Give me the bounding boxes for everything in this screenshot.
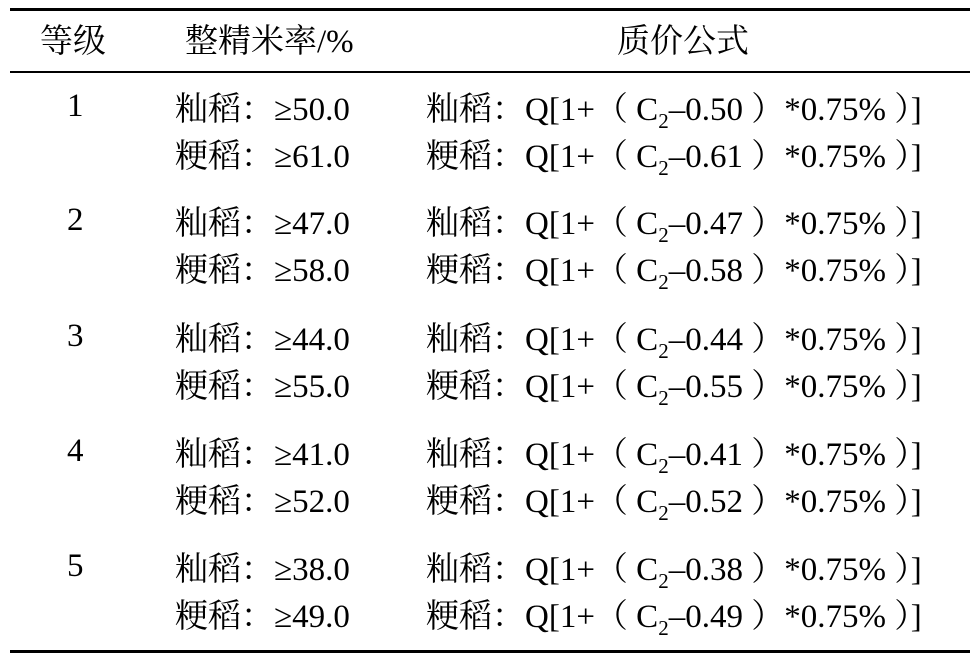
formula-text: –0.38 ）*0.75% ）] [668,552,922,588]
formula-cell [426,435,922,478]
rate-cell: 籼稻：≥38.0 [175,552,350,588]
rate-cell: 籼稻：≥50.0 [175,92,350,128]
formula-subscript: 2 [658,339,669,363]
header-rate: 整精米率/% [185,24,354,60]
formula-cell [426,320,922,363]
formula-text: –0.44 ）*0.75% ）] [668,322,922,358]
formula-text: 籼稻：Q[1+（ C [426,552,659,588]
formula-text: 粳稻：Q[1+（ C [426,253,659,289]
formula-text: 籼稻：Q[1+（ C [426,437,659,473]
header-formula: 质价公式 [617,24,749,60]
formula-text: 粳稻：Q[1+（ C [426,139,659,175]
formula-subscript: 2 [658,270,669,294]
formula-text: –0.55 ）*0.75% ）] [668,369,922,405]
formula-subscript: 2 [658,386,669,410]
formula-subscript: 2 [658,616,669,640]
formula-cell [426,482,922,525]
rate-cell: 籼稻：≥47.0 [175,206,350,242]
rate-cell: 粳稻：≥52.0 [175,484,350,520]
rate-cell: 籼稻：≥44.0 [175,322,350,358]
formula-subscript: 2 [658,569,669,593]
price-formula-table [10,0,970,668]
rate-cell: 粳稻：≥58.0 [175,253,350,289]
formula-text: –0.41 ）*0.75% ）] [668,437,922,473]
formula-cell [426,137,922,180]
formula-subscript: 2 [658,223,669,247]
formula-text: 籼稻：Q[1+（ C [426,206,659,242]
rate-cell: 粳稻：≥55.0 [175,369,350,405]
formula-subscript: 2 [658,454,669,478]
grade-cell: 5 [67,548,84,584]
formula-text: –0.47 ）*0.75% ）] [668,206,922,242]
grade-cell: 2 [67,202,84,238]
table-header-rule [10,71,970,73]
formula-cell [426,90,922,133]
header-grade: 等级 [40,24,106,60]
formula-cell [426,367,922,410]
grade-cell: 1 [67,88,84,124]
formula-subscript: 2 [658,156,669,180]
formula-text: –0.49 ）*0.75% ）] [668,599,922,635]
formula-text: –0.52 ）*0.75% ）] [668,484,922,520]
formula-text: 粳稻：Q[1+（ C [426,369,659,405]
formula-text: 粳稻：Q[1+（ C [426,484,659,520]
grade-cell: 3 [67,318,84,354]
rate-cell: 粳稻：≥61.0 [175,139,350,175]
formula-cell [426,204,922,247]
formula-cell [426,251,922,294]
rate-cell: 粳稻：≥49.0 [175,599,350,635]
formula-text: 粳稻：Q[1+（ C [426,599,659,635]
formula-subscript: 2 [658,501,669,525]
formula-text: –0.58 ）*0.75% ）] [668,253,922,289]
rate-cell: 籼稻：≥41.0 [175,437,350,473]
formula-cell [426,550,922,593]
formula-subscript: 2 [658,109,669,133]
grade-cell: 4 [67,433,84,469]
table-bottom-rule [10,650,970,653]
formula-text: –0.50 ）*0.75% ）] [668,92,922,128]
formula-text: –0.61 ）*0.75% ）] [668,139,922,175]
table-top-rule [10,8,970,11]
formula-cell [426,597,922,640]
formula-text: 籼稻：Q[1+（ C [426,92,659,128]
formula-text: 籼稻：Q[1+（ C [426,322,659,358]
